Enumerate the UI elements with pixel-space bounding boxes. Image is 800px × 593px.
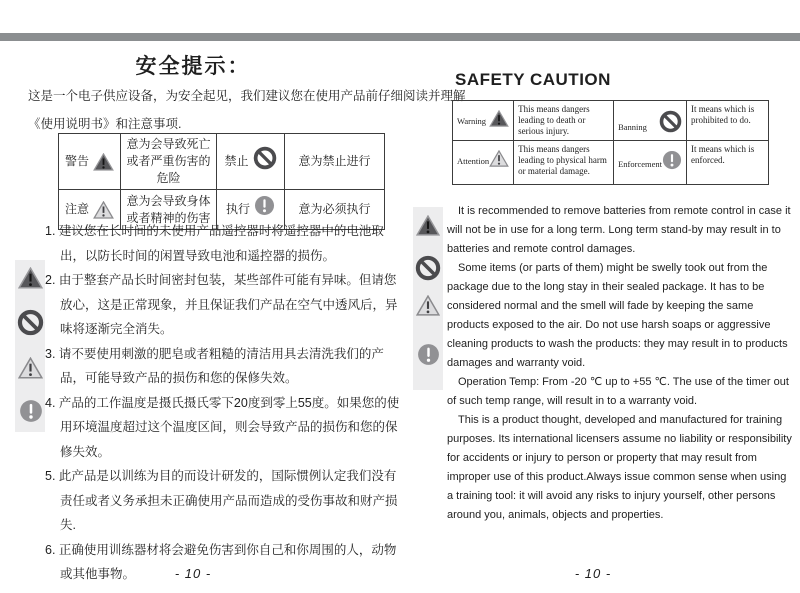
page-number-right: - 10 - (574, 566, 612, 581)
intro-line: 《使用说明书》和注意事项. (28, 117, 182, 131)
item-text: 由于整套产品长时间密封包装，某些部件可能有异味。但请您放心，这是正常现象，并且保证我们产品在空气中透风后，异味将逐渐完全消失。 (58, 273, 398, 336)
attention-triangle-icon (416, 295, 440, 316)
item-number: 4. (45, 395, 56, 410)
term-label: Enforcement (618, 159, 663, 169)
item-text: 产品的工作温度是摄氏摄氏零下20度到零上55度。如果您的使用环境温度超过这个温度区间，则会导致产品的损伤和您的保修失效。 (58, 395, 400, 459)
table-desc: It means which is enforced. (687, 141, 769, 185)
table-term (219, 201, 282, 218)
page-number-left: - 10 - (174, 566, 212, 581)
table-term (457, 104, 509, 127)
term-label: Attention (457, 156, 490, 166)
term-label: Banning (618, 122, 647, 132)
table-desc: 意为禁止进行 (285, 134, 385, 190)
paragraph: It is recommended to remove batteries from remote control in case it will not be in use for a long term. Long term stand-by may result in to batteries and remote control damages. (447, 205, 791, 255)
paragraph: This is a product thought, developed and manufactured for training purposes. Its international licensers assume no liability or responsibility for accidents or injury to person or property that may result from improper use of this product.Always issue common sense when using a training tool: it will avoid any risks to injury yourself, other persons around you, animals, objects and properties. (447, 414, 792, 521)
warning-triangle-icon (416, 215, 440, 236)
page-title-cn: 安全提示： (135, 55, 251, 78)
table-term (219, 153, 282, 170)
enforcement-icon (254, 195, 275, 216)
attention-triangle-icon (18, 357, 43, 379)
item-number: 2. (45, 273, 56, 287)
table-desc: It means which is prohibited to do. (687, 101, 769, 141)
list-item (45, 342, 403, 391)
term-label: 执行 (225, 202, 250, 216)
item-text: 正确使用训练器材将会避免伤害到你自己和你周围的人，动物或其他事物。 (58, 542, 397, 581)
banning-icon (253, 146, 277, 170)
intro-text-cn (28, 83, 466, 139)
item-number: 3. (45, 346, 56, 361)
item-text: 请不要使用刺激的肥皂或者粗糙的清洁用具去清洗我们的产品，可能导致产品的损伤和您的保修失效。 (58, 346, 384, 385)
term-label: 禁止 (224, 154, 249, 168)
term-label: Warning (457, 116, 487, 126)
table-term (61, 153, 118, 171)
item-number: 5. (45, 469, 56, 483)
item-number: 1. (45, 224, 56, 238)
table-desc: 意为会导致死亡或者严重伤害的危险 (121, 134, 217, 190)
enforcement-icon (19, 399, 43, 423)
table-desc: 意为必须执行 (285, 190, 385, 230)
banning-icon (415, 255, 441, 281)
table-term (618, 104, 682, 133)
table-desc: This means dangers leading to physical harm or material damage. (514, 141, 614, 185)
list-item (45, 219, 403, 268)
item-text: 此产品是以训练为目的而设计研发的，国际惯例认定我们没有责任或者义务承担未正确使用产品而造成的受伤事故和财产损失. (58, 469, 398, 532)
list-item (45, 464, 403, 538)
enforcement-icon (662, 150, 682, 170)
warning-triangle-icon (489, 110, 509, 127)
page-title-en: SAFETY CAUTION (455, 70, 611, 89)
list-item (45, 268, 403, 342)
table-desc: This means dangers leading to death or serious injury. (514, 101, 614, 141)
safety-symbol-table-en (452, 100, 769, 185)
warning-triangle-icon (93, 153, 114, 171)
enforcement-icon (417, 343, 440, 366)
term-label: 警告 (64, 154, 89, 168)
banning-icon (17, 309, 44, 336)
intro-line: 这是一个电子供应设备，为安全起见，我们建议您在使用产品前仔细阅读并理解 (28, 89, 466, 103)
table-term (457, 144, 509, 167)
warning-triangle-icon (18, 267, 43, 289)
table-term (61, 201, 118, 219)
item-number: 6. (45, 542, 56, 557)
attention-triangle-icon (489, 150, 509, 167)
list-item (45, 391, 403, 465)
term-label: 注意 (64, 202, 89, 216)
paragraph: Operation Temp: From -20 ℃ up to +55 ℃. The use of the timer out of such temp range, will result in to a warranty void. (447, 376, 789, 407)
table-term (618, 144, 682, 170)
precaution-list-cn (45, 219, 403, 587)
page-top-edge-bar (0, 33, 800, 41)
attention-triangle-icon (93, 201, 114, 219)
banning-icon (659, 110, 682, 133)
paragraph: Some items (or parts of them) might be swelly took out from the package due to the long stay in their sealed package. It has to be considered normal and the smell will fade by keeping the same products exposed to the air. Do not use harsh soaps or aggressive cleaning products to wash the products: they may result in to products damages and warranty void. (447, 262, 788, 369)
safety-symbol-table-cn (58, 133, 385, 230)
precaution-paragraphs-en (447, 202, 792, 525)
item-text: 建议您在长时间的未使用产品遥控器时将遥控器中的电池取出，以防长时间的闲置导致电池和遥控器的损伤。 (58, 224, 384, 263)
table-desc: 意为会导致身体或者精神的伤害 (121, 190, 217, 230)
